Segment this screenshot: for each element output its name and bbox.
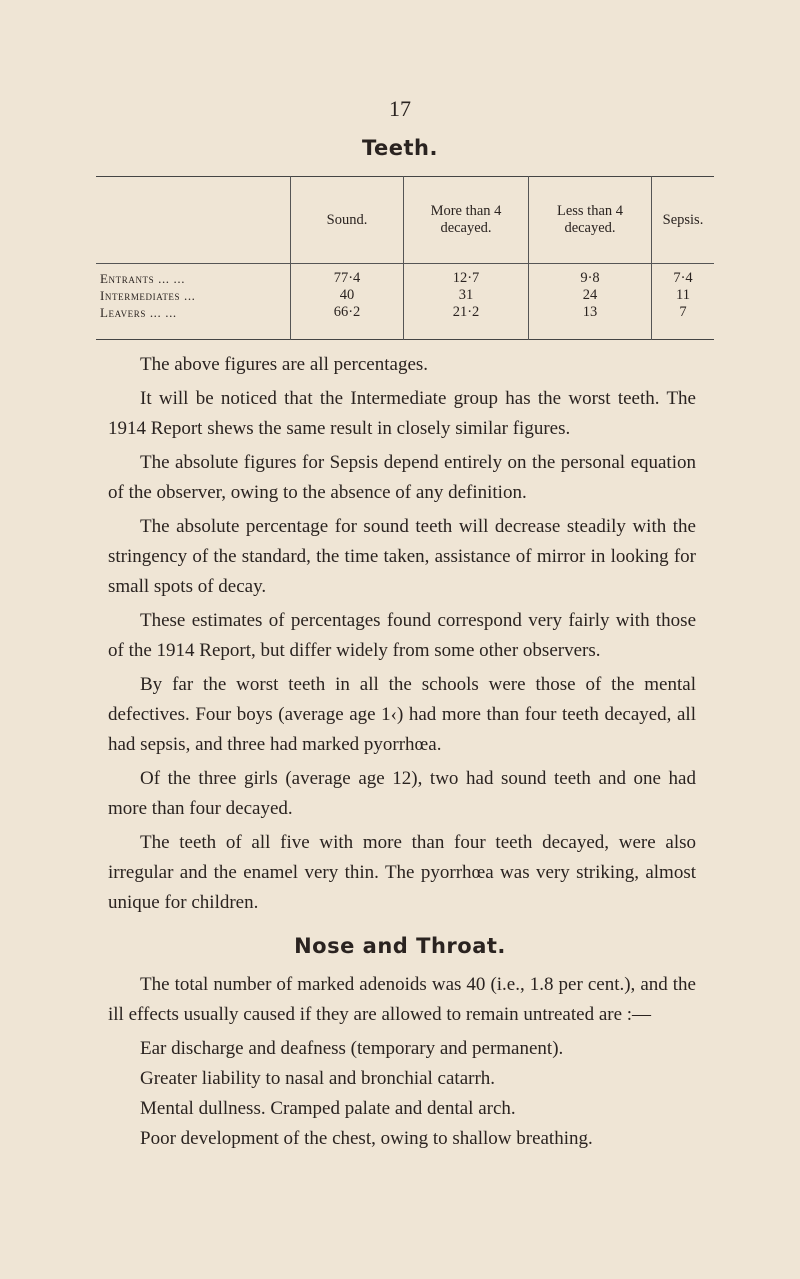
list-item: Poor development of the chest, owing to shallow breathing. bbox=[140, 1128, 593, 1149]
row-label: Intermediates ... bbox=[100, 288, 196, 303]
table-row bbox=[96, 304, 714, 340]
table-cell: 9·8 bbox=[529, 264, 652, 288]
adenoid-effects-list bbox=[108, 1034, 696, 1154]
table-header bbox=[96, 177, 291, 264]
table-header: Sound. bbox=[291, 177, 404, 264]
paragraph: It will be noticed that the Intermediate group has the worst teeth. The 1914 Report shews the same result in closely similar figures. bbox=[108, 388, 696, 439]
paragraph: The above figures are all percentages. bbox=[140, 354, 429, 375]
table-cell: 66·2 bbox=[291, 304, 404, 340]
table-cell: 11 bbox=[652, 287, 715, 304]
list-item: Ear discharge and deafness (temporary and permanent). bbox=[140, 1038, 564, 1059]
paragraph: The total number of marked adenoids was 40 (i.e., 1.8 per cent.), and the ill effects usually caused if they are allowed to remain untreated are :— bbox=[108, 974, 696, 1025]
teeth-body bbox=[108, 350, 696, 918]
paragraph: The teeth of all five with more than four teeth decayed, were also irregular and the enamel very thin. The pyorrhœa was very striking, almost unique for children. bbox=[108, 832, 696, 913]
paragraph: Of the three girls (average age 12), two had sound teeth and one had more than four decayed. bbox=[108, 768, 696, 819]
table-header: More than 4 decayed. bbox=[404, 177, 529, 264]
table-cell: 7 bbox=[652, 304, 715, 340]
row-label: Entrants ... ... bbox=[100, 271, 186, 286]
table-cell: 77·4 bbox=[291, 264, 404, 288]
section-heading-nose-throat: Nose and Throat. bbox=[294, 934, 506, 958]
paragraph: The absolute figures for Sepsis depend entirely on the personal equation of the observer, owing to the absence of any definition. bbox=[108, 452, 696, 503]
table-header-row bbox=[96, 177, 714, 264]
paragraph: By far the worst teeth in all the schools were those of the mental defectives. Four boys (average age 1‹) had more than four teeth decayed, all had sepsis, and three had marked pyorrhœa. bbox=[108, 674, 696, 755]
table-cell: 12·7 bbox=[404, 264, 529, 288]
table-header: Less than 4 decayed. bbox=[529, 177, 652, 264]
section-heading-teeth: Teeth. bbox=[362, 136, 438, 160]
paragraph: The absolute percentage for sound teeth will decrease steadily with the stringency of the standard, the time taken, assistance of mirror in looking for small spots of decay. bbox=[108, 516, 696, 597]
table-row bbox=[96, 264, 714, 288]
table-cell: 13 bbox=[529, 304, 652, 340]
table-cell: 40 bbox=[291, 287, 404, 304]
list-item: Mental dullness. Cramped palate and dental arch. bbox=[140, 1098, 516, 1119]
table-cell: 31 bbox=[404, 287, 529, 304]
paragraph: These estimates of percentages found correspond very fairly with those of the 1914 Report, but differ widely from some other observers. bbox=[108, 610, 696, 661]
list-item: Greater liability to nasal and bronchial catarrh. bbox=[140, 1068, 496, 1089]
nose-throat-body bbox=[108, 970, 696, 1030]
table-cell: 7·4 bbox=[652, 264, 715, 288]
teeth-table bbox=[96, 176, 714, 340]
table-cell: 24 bbox=[529, 287, 652, 304]
table-cell: 21·2 bbox=[404, 304, 529, 340]
row-label: Leavers ... ... bbox=[100, 305, 177, 320]
table-header: Sepsis. bbox=[652, 177, 715, 264]
page-number: 17 bbox=[389, 96, 411, 121]
table-row bbox=[96, 287, 714, 304]
